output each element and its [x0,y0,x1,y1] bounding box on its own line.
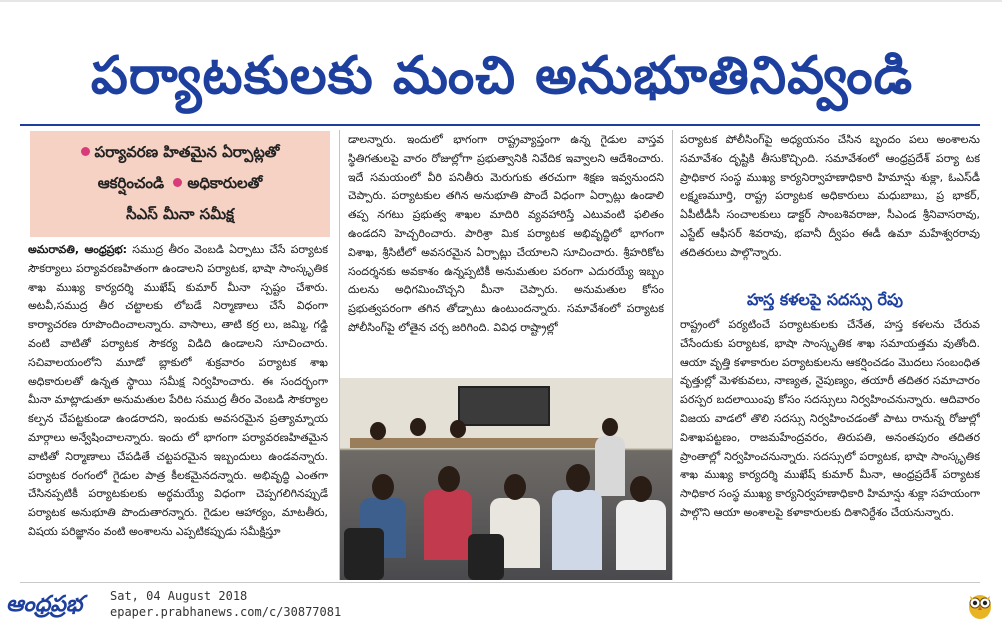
subheading: హస్త కళలపై సదస్సు రేపు [747,290,903,309]
article-column-1 [28,241,328,579]
photo-person [630,476,652,502]
column-divider [672,130,673,580]
highlight-text: అధికారులతో [187,174,263,192]
photo-chair [344,528,384,580]
meeting-photo [340,378,672,580]
footer-meta [110,588,341,620]
highlight-line [40,168,320,199]
photo-person [450,420,466,438]
highlight-text: ఆకర్షించండి [97,174,165,192]
photo-chair [468,534,504,580]
dateline: అమరావతి, ఆంధ్రప్రభ: [28,243,128,256]
photo-person [566,464,590,492]
headline-rule [20,124,980,126]
photo-person [370,422,386,440]
photo-person [410,418,426,436]
owl-icon[interactable] [966,590,994,620]
headline: పర్యాటకులకు మంచి అనుభూతినివ్వండి [90,46,914,106]
highlight-line [40,137,320,168]
photo-person [552,490,602,570]
photo-person [372,474,394,500]
photo-person [504,474,526,500]
photo-person [595,436,625,496]
article-text: సముద్ర తీరం వెంబడి ఏర్పాటు చేసే పర్యాటక సౌకర్యాలు పర్యావరణహితంగా ఉండాలని పర్యాటక, భాషా సాంస్కృతిక శాఖ ముఖ్య కార్యదర్శి ముఖేష్ కుమార్ మీనా స్పష్టం చేశారు. అటవీ,సముద్ర తీర చట్టాలకు లోబడే నిర్మాణాలు చేసే విధంగా కార్యాచరణ రూపొందించాలన్నారు. వాసాలు, తాటి కర్ర లు, జమ్మి, గడ్డి వంటి వాటితో పర్యాటక సౌకర్య విడిది ఉండాలని సూచించారు. సచివాలయంలోని మూడో బ్లాకులో శుక్రవారం పర్యాటక శాఖ అధికారులతో ఉన్నత స్థాయి సమీక్ష నిర్వహించారు. ఈ సందర్భంగా మీనా మాట్లాడుతూ అనుమతుల పేరిట సముద్ర తీరం వెంబడి సౌకర్యాల కల్పన చేపట్టకుండా ఉండరాదని, ఇందుకు అవసరమైన ప్రత్యామ్నాయ మార్గాలు అన్వేషించాలన్నారు. ఇందు లో భాగంగా పర్యావరణహితమైన వాటితో నిర్మాణాలు చేపడితే చట్టపరమైన ఇబ్బందులు ఉండవన్నారు. పర్యాటక రంగంలో గైడుల పాత్ర కీలకమైనదన్నారు. అభివృద్ధి ఎంతగా చేసినప్పటికీ పర్యాటకులకు అర్థమయ్యే విధంగా చెప్పగలిగినప్పుడే పర్యాటక అనుభూతి పొందుతారన్నారు. గైడుల ఆహార్యం, మాటతీరు, విషయ పరిజ్ఞానం వంటి అంశాలను ఎప్పటికప్పుడు సమీక్షిస్తూ [28,243,328,538]
photo-person [438,466,460,492]
article-column-3b: రాష్ట్రంలో పర్యటించే పర్యాటకులకు చేనేత, హస్త కళలను చేరువ చేసేందుకు పర్యాటక, భాషా సాంస్కృతిక శాఖ సమాయత్తమ వుతోంది. ఆయా వృత్తి కళాకారుల పర్యాటకులను ఆకర్షించడం మొదలు సంబంధిత వృత్తుల్లో మెళకువలు, నాణ్యత, నైపుణ్యం, తయారీ తదితర సమాచారం పరస్పర బదలాయింపు కోసం సదస్సులు నిర్వహించనున్నారు. ఆదివారం విజయ వాడలో తొలి సదస్సు నిర్వహించడంతో పాటు రానున్న రోజుల్లో విశాఖపట్టణం, రాజమహేంద్రవరం, తిరుపతి, అనంతపురం తదితర ప్రాంతాల్లో నిర్వహించనున్నారు. సదస్సులో పర్యాటక, భాషా సాంస్కృతిక శాఖ ముఖ్య కార్యదర్శి ముఖేష్ కుమార్ మీనా, ఆంధ్రప్రదేశ్ పర్యాటక సాధికార సంస్థ ముఖ్య కార్యనిర్వహణాధికారి హిమాన్షు శుక్లా సహయంగా పాల్గొని ఆయా అంశాలపై కళాకారులకు దిశానిర్దేశం చేయనున్నారు. [680,318,980,519]
highlight-line [40,199,320,230]
photo-person [602,418,618,436]
highlight-text: పర్యావరణ హితమైన ఏర్పాట్లతో [94,143,280,161]
bullet-icon [81,147,90,156]
bullet-icon [173,178,182,187]
article-column-3: పర్యాటక పోలీసింగ్‌పై అధ్యయనం చేసిన బృందం పలు అంశాలను సమావేశం దృష్టికి తీసుకొచ్చింది. సమావేశంలో ఆంధ్రప్రదేశ్ పర్యా టక ప్రాధికార సంస్థ ముఖ్య కార్యనిర్వాహణాధికారి హిమాన్షు శుక్లా, ఓఎస్‌డీ లక్ష్మణమూర్తి, రాష్ట్ర పర్యాటక అధికారులు మధుబాబు, ప్ర భాకర్, ఏపీటీడీసీ సంచాలకులు డాక్టర్ సాంబశివరాజు, సీఎండ శ్రీనివాసరావు, ఎస్టేట్ ఆఫీసర్ శివరావు, భవానీ ద్వీపం ఈడీ ఉమా మహేశ్వరరావు తదితరులు పాల్గొన్నారు. [680,133,980,259]
footer-date: Sat, 04 August 2018 [110,589,248,603]
prabha-logo: ఆంధ్రప్రభ [6,592,83,617]
photo-screen [458,386,550,426]
footer-url[interactable]: epaper.prabhanews.com/c/30877081 [110,605,342,619]
photo-table [350,438,600,448]
photo-person [424,490,472,560]
highlight-box [30,131,330,237]
photo-person [616,500,666,570]
top-border [0,0,1002,2]
article-column-2: డాలన్నారు. ఇందులో భాగంగా రాష్ట్రవ్యాప్తంగా ఉన్న గైడుల వాస్తవ స్థితిగతులపై వారం రోజుల్లోగా ప్రభుత్వానికి నివేదిక ఇవ్వాలని ఆదేశించారు. ఇదే సమయంలో వీరి పనితీరు మెరుగుకు తరచుగా శిక్షణ ఇవ్వనుందని చెప్పారు. పర్యాటకుల తగిన అనుభూతి పొందే విధంగా ఏర్పాట్లు ఉండాలి తప్ప నగటు ప్రభుత్వ శాఖల మాదిరి వ్యవహారిస్తే ఎటువంటి ఫలితం ఉండదని హెచ్చరించారు. పారిశ్రా మిక పర్యాటక అభివృద్ధిలో భాగంగా విశాఖ, శ్రీసిటీలో అవసరమైన ఏర్పాట్లు చేయాలని సూచించారు. శ్రీహరికోట సందర్శనకు అవకాశం ఉన్నప్పటికీ అనుమతుల పరంగా ఎదురయ్యే ఇబ్బం దులను అధిగమించొచ్చని మీనా చెప్పారు. అనుమతుల కోసం ప్రభుత్వపరంగా తగిన తోడ్పాటు ఉంటుందన్నారు. సమావేశంలో పర్యాటక పోలీసింగ్‌పై లోతైన చర్చ జరిగింది. వివిధ రాష్ట్రాల్లో [348,133,664,334]
footer-rule [20,582,980,583]
highlight-text: సీఎస్ మీనా సమీక్ష [126,205,234,223]
